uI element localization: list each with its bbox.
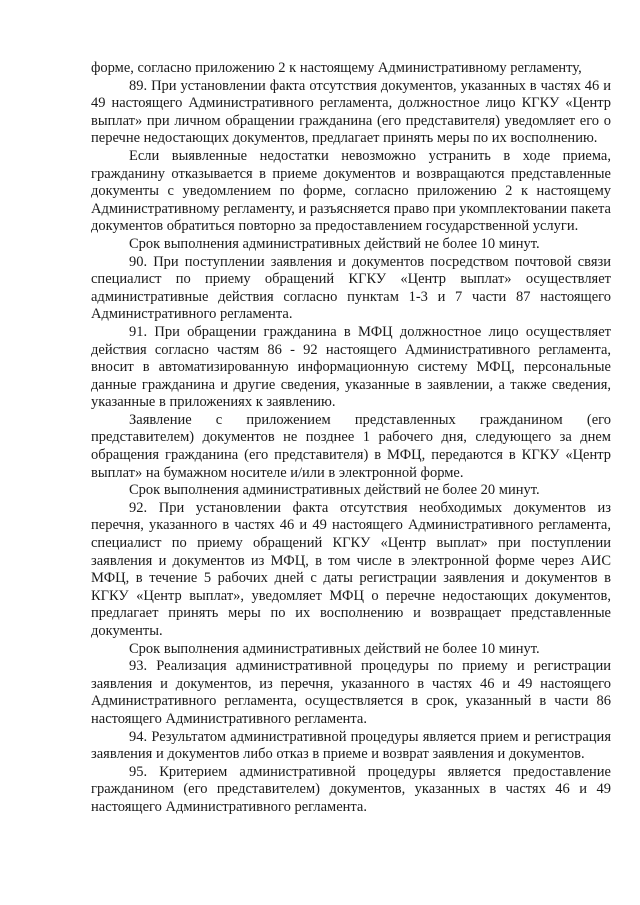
paragraph-continuation: форме, согласно приложению 2 к настоящему Административному регламенту,: [91, 60, 582, 76]
paragraph-91-application: Заявление с приложением представленных гражданином (его представителем) документов не позднее 1 рабочего дня, следующего за днем обращения гражданина (его представителя) в МФЦ, передаются в КГКУ «Центр выплат» на бумажном носителе и/или в электронной форме.: [91, 411, 611, 481]
paragraph-89: 89. При установлении факта отсутствия документов, указанных в частях 46 и 49 настоящего Административного регламента, должностное лицо КГКУ «Центр выплат» при личном обращении гражданина (его представителя) уведомляет его о перечне недостающих документов, предлагает принять меры по их восполнению.: [91, 77, 611, 147]
paragraph-deadline-10min-2: Срок выполнения административных действий не более 10 минут.: [129, 640, 540, 657]
paragraph-89-defects: Если выявленные недостатки невозможно устранить в ходе приема, гражданину отказывается в приеме документов и возвращаются представленные документы с уведомлением по форме, согласно приложению 2 к настоящему Административному регламенту, и разъясняется право при укомплектовании пакета документов обратиться повторно за предоставлением государственной услуги.: [91, 147, 611, 235]
paragraph-94: 94. Результатом административной процедуры является прием и регистрация заявления и документов либо отказ в приеме и возврат заявления и документов.: [91, 728, 611, 763]
paragraph-deadline-20min: Срок выполнения административных действий не более 20 минут.: [129, 482, 540, 499]
paragraph-deadline-10min-1: Срок выполнения административных действий не более 10 минут.: [129, 235, 540, 252]
paragraph-95: 95. Критерием административной процедуры является предоставление гражданином (его представителем) документов, указанных в частях 46 и 49 настоящего Административного регламента.: [91, 763, 611, 815]
paragraph-92: 92. При установлении факта отсутствия необходимых документов из перечня, указанного в частях 46 и 49 настоящего Административного регламента, специалист по приему обращений КГКУ «Центр выплат» при поступлении заявления и документов из МФЦ, в том числе в электронной форме через АИС МФЦ, в течение 5 рабочих дней с даты регистрации заявления и документов в КГКУ «Центр выплат», уведомляет МФЦ о перечне недостающих документов, предлагает принять меры по их восполнению и возвращает представленные документы.: [91, 499, 611, 639]
paragraph-93: 93. Реализация административной процедуры по приему и регистрации заявления и документов, из перечня, указанного в частях 46 и 49 настоящего Административного регламента, осуществляется в срок, указанный в части 86 настоящего Административного регламента.: [91, 658, 611, 727]
document-page: [91, 60, 611, 817]
paragraph-90: 90. При поступлении заявления и документов посредством почтовой связи специалист по приему обращений КГКУ «Центр выплат» осуществляет административные действия согласно пунктам 1-3 и 7 части 87 настоящего Административного регламента.: [91, 253, 611, 323]
paragraph-91: 91. При обращении гражданина в МФЦ должностное лицо осуществляет действия согласно частям 86 - 92 настоящего Административного регламента, вносит в автоматизированную информационную систему МФЦ, персональные данные гражданина и другие сведения, указанные в заявлении, а также сведения, указанные в приложениях к заявлению.: [91, 323, 611, 411]
